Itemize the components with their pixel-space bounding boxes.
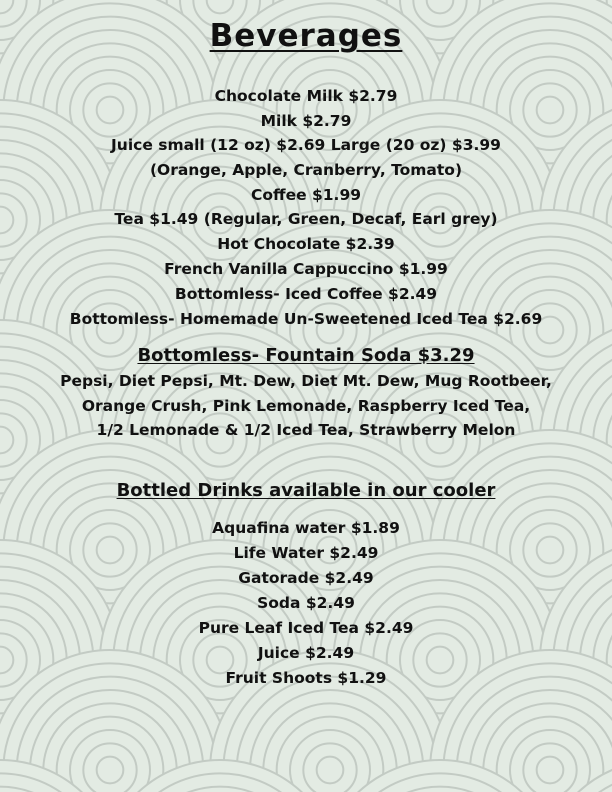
menu-title: Beverages [209, 18, 403, 54]
bottled-item: Life Water $2.49 [233, 544, 379, 562]
menu-line: Bottomless- Iced Coffee $2.49 [174, 285, 438, 303]
menu-line: Chocolate Milk $2.79 [214, 87, 398, 105]
fountain-line: Pepsi, Diet Pepsi, Mt. Dew, Diet Mt. Dew, Mug Rootbeer, [60, 372, 552, 390]
bottled-item: Fruit Shoots $1.29 [225, 669, 387, 687]
menu-line: Tea $1.49 (Regular, Green, Decaf, Earl grey) [114, 210, 498, 228]
menu-line: (Orange, Apple, Cranberry, Tomato) [149, 161, 463, 179]
bottled-item: Pure Leaf Iced Tea $2.49 [198, 619, 414, 637]
fountain-line: 1/2 Lemonade & 1/2 Iced Tea, Strawberry Melon [96, 421, 516, 439]
menu-line: Milk $2.79 [260, 112, 352, 130]
fountain-line: Orange Crush, Pink Lemonade, Raspberry Iced Tea, [81, 397, 531, 415]
menu-line: Coffee $1.99 [250, 186, 362, 204]
menu-line: Hot Chocolate $2.39 [217, 235, 395, 253]
menu-line: Juice small (12 oz) $2.69 Large (20 oz) $3.99 [111, 136, 501, 154]
menu-line: Bottomless- Homemade Un-Sweetened Iced Tea $2.69 [69, 310, 543, 328]
fountain-heading: Bottomless- Fountain Soda $3.29 [137, 345, 475, 366]
bottled-item: Juice $2.49 [257, 644, 355, 662]
bottled-item: Aquafina water $1.89 [212, 519, 400, 537]
bottled-heading: Bottled Drinks available in our cooler [116, 480, 496, 501]
bottled-item: Gatorade $2.49 [238, 569, 374, 587]
bottled-item: Soda $2.49 [257, 594, 355, 612]
menu-line: French Vanilla Cappuccino $1.99 [164, 260, 448, 278]
